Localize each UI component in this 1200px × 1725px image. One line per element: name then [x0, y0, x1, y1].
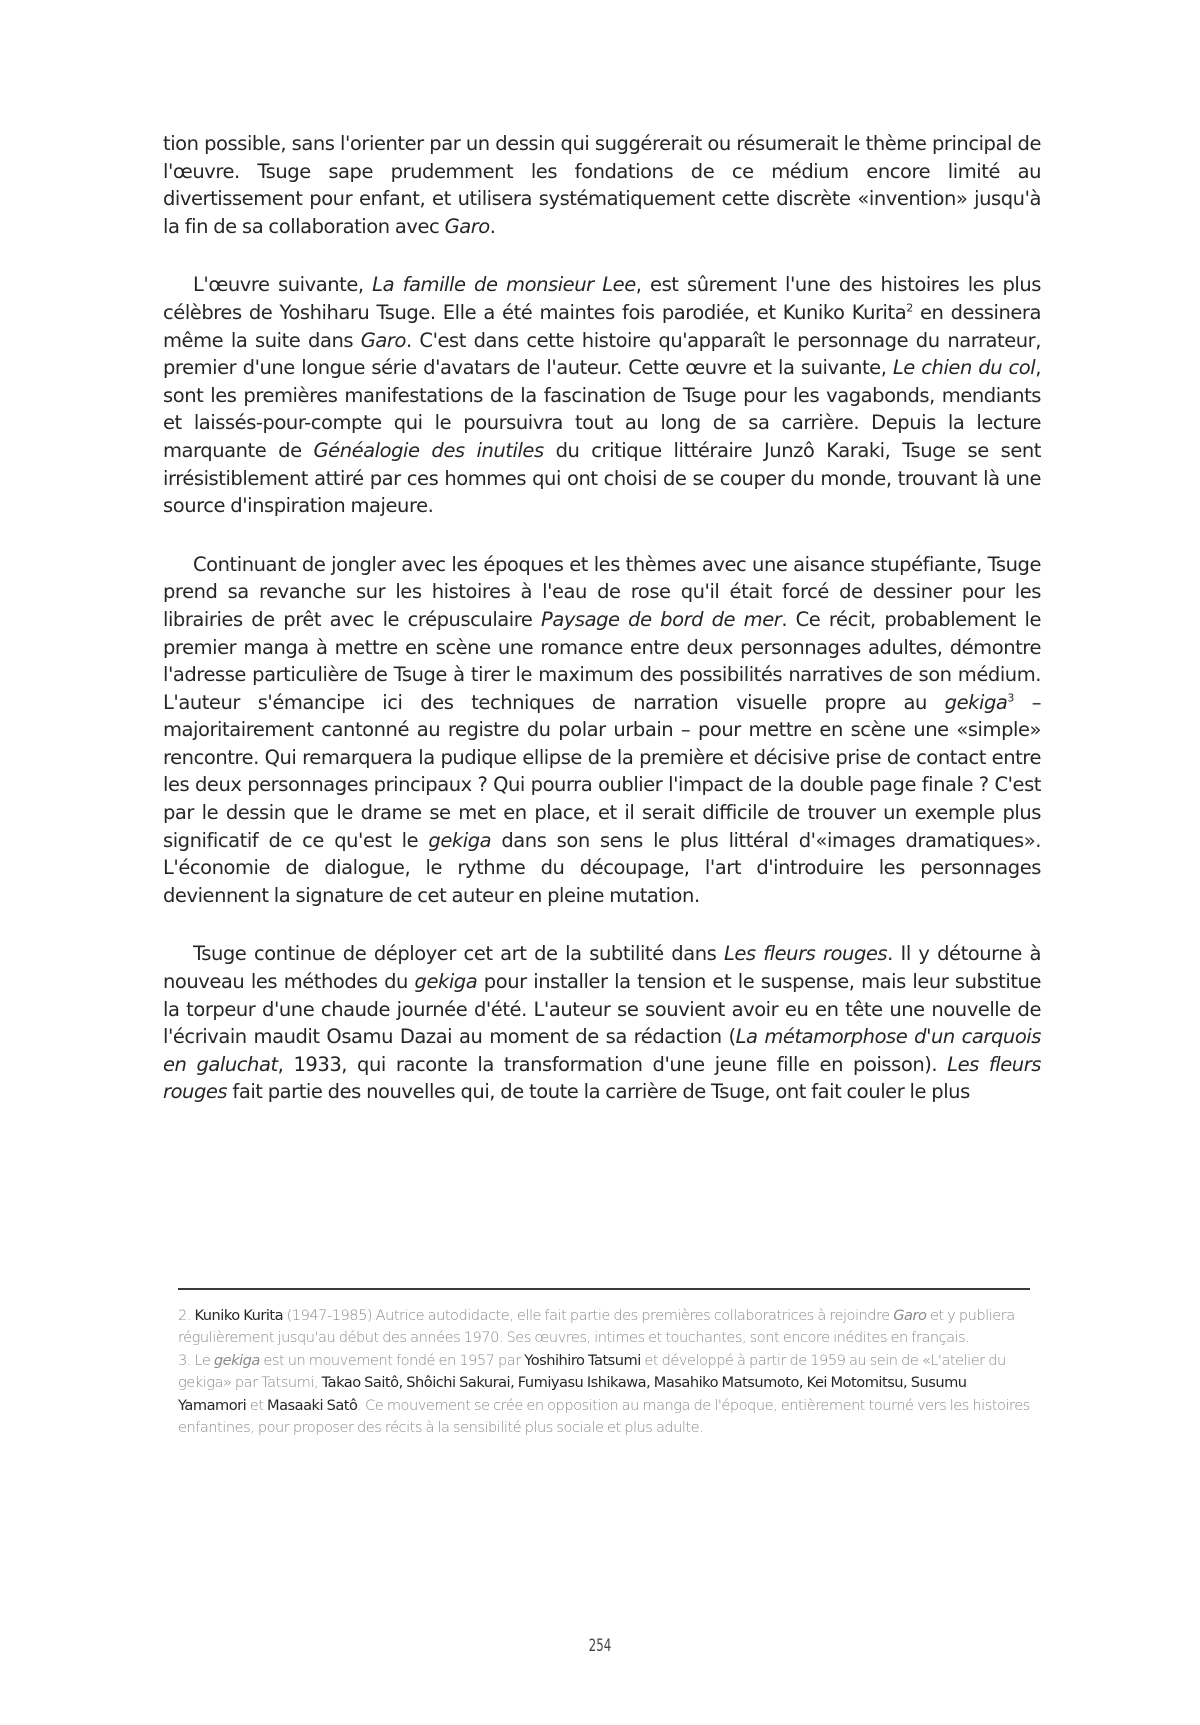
paragraph-paysage-bord-de-mer: Continuant de jongler avec les époques et les thèmes avec une aisance stupéfiante, Tsuge prend sa revanche sur les histoires à l'eau de rose qu'il était forcé de dessiner pour les librairies de prêt avec le crépusculaire Paysage de bord de mer. Ce récit, probablement le premier manga à mettre en scène une romance entre deux personnages adultes, démontre l'adresse particulière de Tsuge à tirer le maximum des possibilités narratives de son médium. L'auteur s'émancipe ici des techniques de narration visuelle propre au gekiga$^3$ – majoritairement cantonné au registre du polar urbain – pour mettre en scène une «simple» rencontre. Qui remarquera la pudique ellipse de la première et décisive prise de contact entre les deux personnages principaux ? Qui pourra oublier l'impact de la double page finale ? C'est par le dessin que le drame se met en place, et il serait difficile de trouver un exemple plus significatif de ce qu'est le gekiga dans son sens le plus littéral d'«images dramatiques». L'économie de dialogue, le rythme du découpage, l'art d'introduire les personnages deviennent la signature de cet auteur en pleine mutation. [163, 552, 1041, 907]
footnote-2: 2. Kuniko Kurita (1947-1985) Autrice autodidacte, elle fait partie des premières collaboratrices à rejoindre Garo et y publiera régulièrement jusqu'au début des années 1970. Ses œuvres, intimes et touchantes, sont encore inédites en français. [178, 1307, 1015, 1347]
paragraph-fleurs-rouges: Tsuge continue de déployer cet art de la subtilité dans Les fleurs rouges. Il y détourne à nouveau les méthodes du gekiga pour installer la tension et le suspense, mais leur substitue la torpeur d'une chaude journée d'été. L'auteur se souvient avoir eu en tête une nouvelle de l'écrivain maudit Osamu Dazai au moment de sa rédaction (La métamorphose d'un carquois en galuchat, 1933, qui raconte la transformation d'une jeune fille en poisson). Les fleurs rouges fait partie des nouvelles qui, de toute la carrière de Tsuge, ont fait couler le plus [163, 942, 1041, 1104]
footnotes [178, 1305, 1038, 1439]
paragraph-continuation: tion possible, sans l'orienter par un dessin qui suggérerait ou résumerait le thème principal de l'œuvre. Tsuge sape prudemment les fondations de ce médium encore limité au divertissement pour enfant, et utilisera systématiquement cette discrète «invention» jusqu'à la fin de sa collaboration avec Garo. [163, 132, 1041, 238]
paragraph-famille-lee: L'œuvre suivante, La famille de monsieur Lee, est sûrement l'une des histoires les plus célèbres de Yoshiharu Tsuge. Elle a été maintes fois parodiée, et Kuniko Kurita$^2$ en dessinera même la suite dans Garo. C'est dans cette histoire qu'apparaît le personnage du narrateur, premier d'une longue série d'avatars de l'auteur. Cette œuvre et la suivante, Le chien du col, sont les premières manifestations de la fascination de Tsuge pour les vagabonds, mendiants et laissés-pour-compte qui le poursuivra tout au long de sa carrière. Depuis la lecture marquante de Généalogie des inutiles du critique littéraire Junzô Karaki, Tsuge se sent irrésistiblement attiré par ces hommes qui ont choisi de se couper du monde, trouvant là une source d'inspiration majeure. [163, 273, 1041, 518]
page-number: 254 [588, 1636, 612, 1656]
footnote-divider [178, 1288, 1030, 1290]
body-text [163, 130, 1041, 1137]
footnote-3: 3. Le gekiga est un mouvement fondé en 1957 par Yoshihiro Tatsumi et développé à partir de 1959 au sein de «L'atelier du gekiga» par Tatsumi, Takao Saitô, Shôichi Sakurai, Fumiyasu Ishikawa, Masahiko Matsumoto, Kei Motomitsu, Susumu Yamamori et Masaaki Satô. Ce mouvement se crée en opposition au manga de l'époque, entièrement tourné vers les histoires enfantines, pour proposer des récits à la sensibilité plus sociale et plus adulte. [178, 1351, 1030, 1437]
